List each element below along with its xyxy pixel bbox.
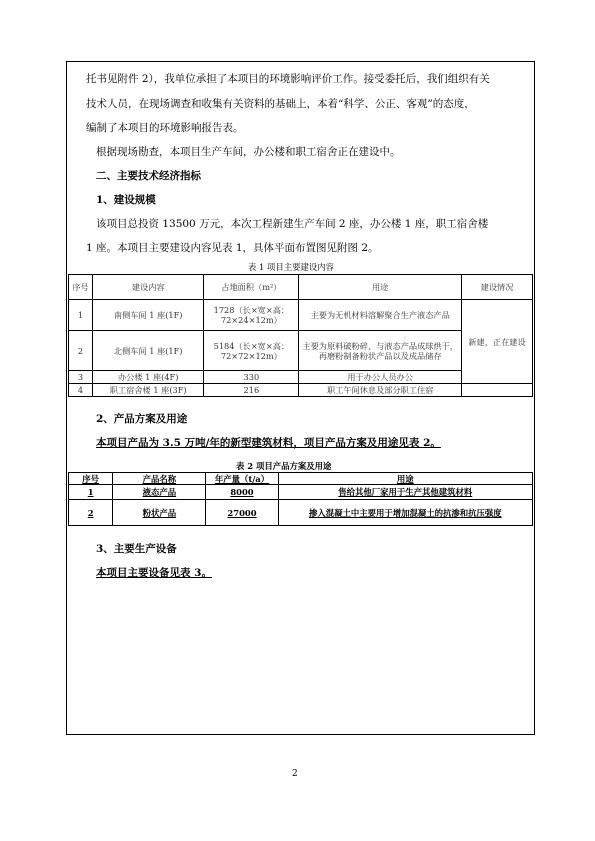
table-row [69,500,533,526]
cell-use: 职工午间休息及部分职工住宿 [299,384,462,397]
cell-area: 330 [204,371,299,384]
paragraph-line: 该项目总投资 13500 万元，本次工程新建生产车间 2 座，办公楼 1 座，职工宿舍楼 [96,218,489,230]
table-header: 序号 [69,473,113,485]
table-row [69,300,533,331]
subsection-heading: 2、产品方案及用途 [96,413,188,425]
cell-use: 掺入混凝土中主要用于增加混凝土的抗渗和抗压强度 [278,500,532,526]
table1-caption: 表 1 项目主要建设内容 [248,262,335,272]
table2-caption: 表 2 项目产品方案及用途 [236,461,332,471]
cell-status: 新建，正在建设 [462,300,533,384]
paragraph-line: 根据现场勘查，本项目生产车间，办公楼和职工宿舍正在建设中。 [96,146,401,158]
cell-area: 1728（长×宽×高：72×24×12m） [204,300,299,331]
paragraph-line: 本项目产品为 3.5 万吨/年的新型建筑材料，项目产品方案及用途见表 2。 [96,437,441,449]
cell-name: 粉状产品 [113,500,206,526]
cell-use: 主要为原料破粉碎、与液态产品成球烘干，再磨粉制备粉状产品以及成品储存 [299,331,462,371]
subsection-heading: 1、建设规模 [96,194,156,206]
cell-item: 南侧车间 1 座(1F) [93,300,204,331]
cell-no: 1 [69,485,113,500]
cell-item: 北侧车间 1 座(1F) [93,331,204,371]
table-header: 建设内容 [93,275,204,300]
cell-item: 职工宿舍楼 1 座(3F) [93,384,204,397]
cell-no: 1 [69,300,93,331]
cell-name: 液态产品 [113,485,206,500]
table-header: 年产量（t/a） [206,473,278,485]
cell-output: 27000 [206,500,278,526]
cell-output: 8000 [206,485,278,500]
subsection-heading: 3、主要生产设备 [96,543,177,555]
paragraph-line: 本项目主要设备见表 3。 [96,567,212,579]
table-header: 用途 [278,473,532,485]
cell-area: 216 [204,384,299,397]
page-number: 2 [292,769,298,779]
cell-no: 2 [69,500,113,526]
table-header: 建设情况 [462,275,533,300]
cell-status-empty [462,384,533,397]
table-products [68,472,533,526]
cell-item: 办公楼 1 座(4F) [93,371,204,384]
table-row [69,485,533,500]
table-header: 序号 [69,275,93,300]
cell-use: 主要为无机材料溶解聚合生产液态产品 [299,300,462,331]
paragraph-line: 1 座。本项目主要建设内容见表 1，具体平面布置图见附图 2。 [86,242,379,254]
cell-no: 4 [69,384,93,397]
section-heading: 二、主要技术经济指标 [96,170,201,182]
paragraph-line: 托书见附件 2），我单位承担了本项目的环境影响评价工作。接受委托后，我们组织有关 [86,73,490,85]
page-frame [66,61,535,735]
cell-use: 售给其他厂家用于生产其他建筑材料 [278,485,532,500]
cell-area: 5184（长×宽×高：72×72×12m） [204,331,299,371]
cell-no: 2 [69,331,93,371]
paragraph-line: 编制了本项目的环境影响报告表。 [86,122,244,134]
table-header: 产品名称 [113,473,206,485]
table-row [69,384,533,397]
table-header: 占地面积（m²） [204,275,299,300]
table-construction [68,274,533,397]
cell-use: 用于办公人员办公 [299,371,462,384]
paragraph-line: 技术人员，在现场调查和收集有关资料的基础上，本着“科学、公正、客观”的态度， [86,98,475,110]
cell-no: 3 [69,371,93,384]
table-header: 用途 [299,275,462,300]
